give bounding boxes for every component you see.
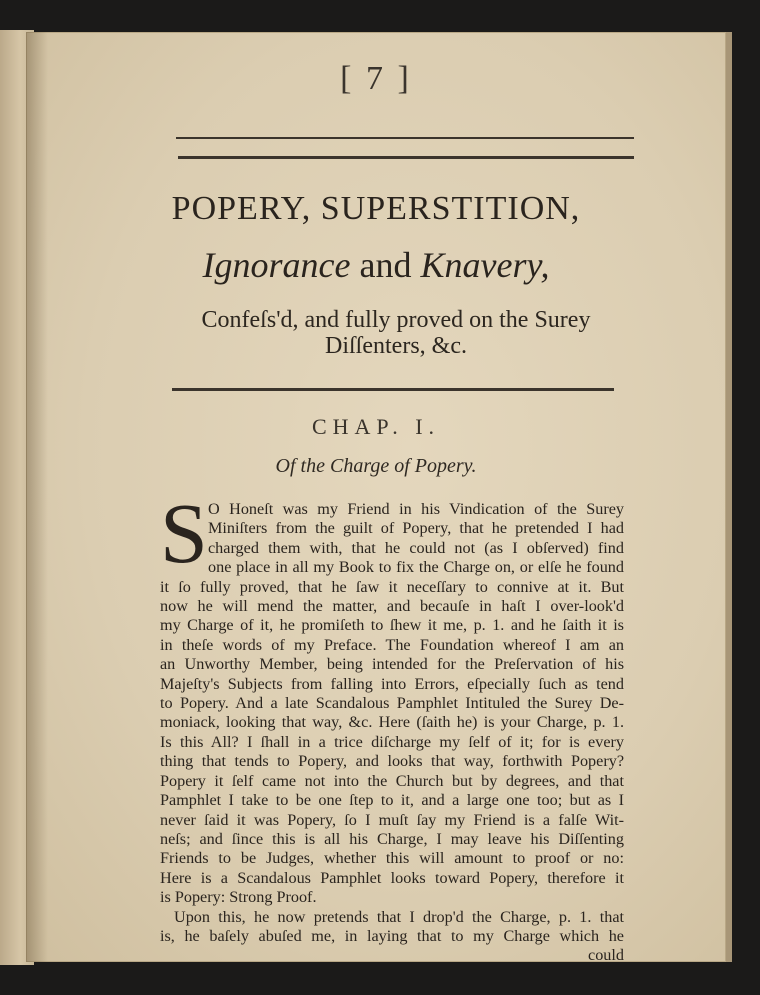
body-text (160, 500, 624, 962)
title-rule (172, 388, 614, 391)
title-line-1: POPERY, SUPERSTITION, (171, 190, 581, 227)
body-line: Pamphlet I take to be one ſtep to it, and a large one too; but as I (160, 791, 624, 810)
body-line: charged them with, that he could not (as I obſerved) find (208, 538, 624, 557)
body-line: one place in all my Book to fix the Charge on, or elſe he found (208, 558, 624, 577)
title-line-2 (26, 244, 726, 286)
body-line: Miniſters from the guilt of Popery, that he pretended I had (208, 519, 624, 538)
title-line-3b: Diſſenters, &c. (325, 333, 467, 359)
body-line: never ſaid it was Popery, ſo I muſt ſay my Friend is a falſe Wit- (160, 810, 624, 829)
body-line: Popery it ſelf came not into the Church but by degrees, and that (160, 771, 624, 790)
body-line: Majeſty's Subjects from falling into Errors, eſpecially ſuch as tend (160, 674, 624, 693)
body-line: is, he baſely abuſed me, in laying that to my Charge which he (160, 926, 624, 945)
body-line: now he will mend the matter, and becauſe in haſt I over-look'd (160, 597, 624, 616)
body-line: in theſe words of my Preface. The Foundation whereof I am an (160, 635, 624, 654)
body-line: Is this All? I ſhall in a trice diſcharge my ſelf of it; for is every (160, 732, 624, 751)
body-line: moniack, looking that way, &c. Here (ſaith he) is your Charge, p. 1. (160, 713, 624, 732)
body-line: is Popery: Strong Proof. (160, 888, 317, 907)
body-line: to Popery. And a late Scandalous Pamphlet Intituled the Surey De- (160, 694, 624, 713)
title-and: and (350, 245, 421, 285)
body-line: an Unworthy Member, being intended for the Preſervation of his (160, 655, 624, 674)
top-rule-thick (178, 156, 634, 159)
body-line: thing that tends to Popery, and looks that way, forthwith Popery? (160, 752, 624, 771)
title-ignorance: Ignorance (202, 245, 351, 285)
body-line: my Charge of it, he promiſeth to ſhew it me, p. 1. and he ſaith it is (160, 616, 624, 635)
chapter-heading: CHAP. I. (311, 414, 441, 439)
title-knavery: Knavery, (420, 245, 550, 285)
chapter-subtitle: Of the Charge of Popery. (275, 455, 477, 477)
right-page-edge (726, 32, 732, 962)
gutter-shadow (26, 32, 48, 962)
body-line: Here is a Scandalous Pamphlet looks toward Popery, therefore it (160, 868, 624, 887)
body-line: O Honeſt was my Friend in his Vindication of the Surey (208, 500, 624, 518)
body-line: neſs; and ſince this is all his Charge, I may leave his Diſſenting (160, 829, 624, 848)
catchword: could (588, 946, 624, 962)
body-line: Upon this, he now pretends that I drop'd the Charge, p. 1. that (174, 907, 624, 926)
body-line: Friends to be Judges, whether this will amount to proof or no: (160, 849, 624, 868)
page-number: [ 7 ] (340, 60, 412, 97)
body-line: it ſo fully proved, that he ſaw it neceſſary to connive at it. But (160, 577, 624, 596)
book-page (26, 32, 726, 962)
title-line-3 (166, 307, 626, 359)
drop-cap: S (160, 485, 208, 581)
top-rule-thin (176, 137, 634, 139)
title-line-3a: Confeſs'd, and fully proved on the Surey (201, 307, 591, 333)
